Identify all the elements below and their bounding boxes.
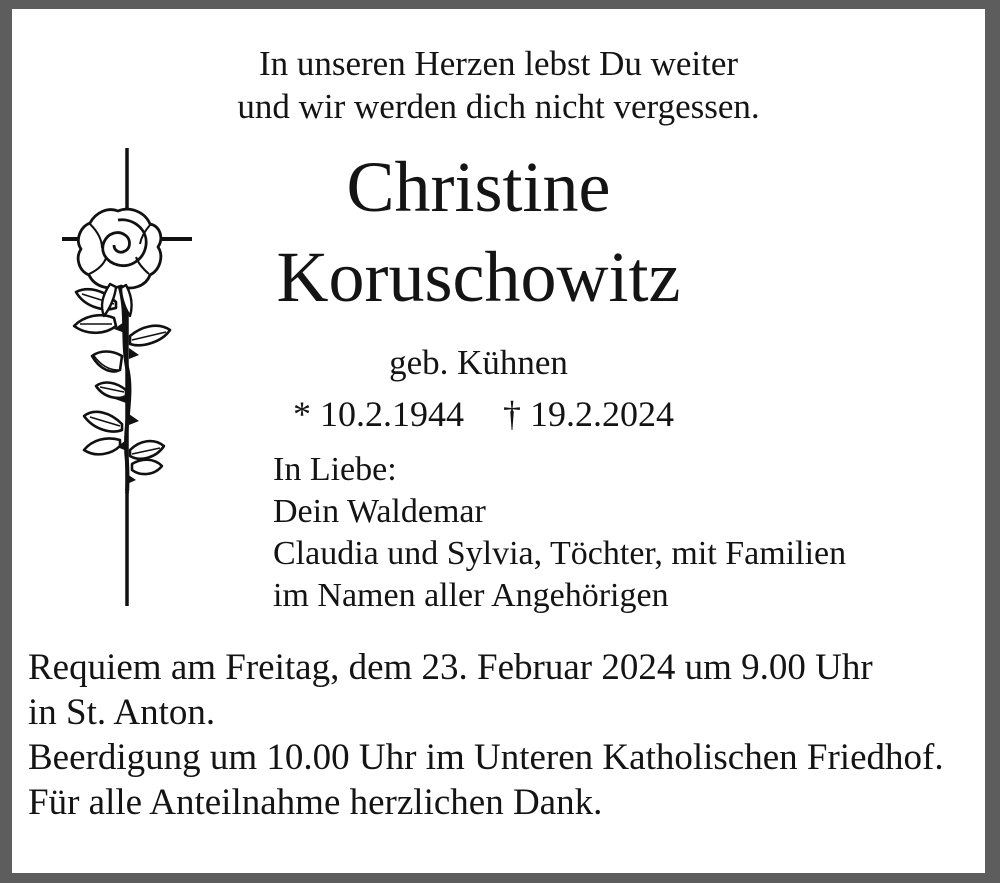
epitaph-line-1: In unseren Herzen lebst Du weiter — [258, 44, 739, 83]
funeral-line: Beerdigung um 10.00 Uhr im Unteren Katholischen Friedhof. — [28, 737, 944, 778]
mourners-line: im Namen aller Angehörigen — [273, 577, 669, 614]
funeral-line: in St. Anton. — [28, 692, 216, 733]
epitaph — [12, 42, 985, 128]
obituary-card — [12, 9, 985, 873]
funeral-line: Für alle Anteilnahme herzlichen Dank. — [28, 782, 603, 823]
mourners-block — [273, 449, 846, 617]
birth-date: * 10.2.1944 — [293, 394, 464, 434]
death-date: † 19.2.2024 — [503, 394, 674, 434]
deceased-last-name: Koruschowitz — [276, 237, 681, 317]
deceased-first-name: Christine — [346, 147, 611, 227]
deceased-name — [12, 142, 945, 322]
mourners-line: In Liebe: — [273, 451, 397, 488]
life-dates — [12, 396, 955, 432]
mourners-line: Dein Waldemar — [273, 493, 486, 530]
funeral-block — [28, 645, 944, 825]
maiden-name: geb. Kühnen — [389, 343, 568, 382]
epitaph-line-2: und wir werden dich nicht vergessen. — [237, 87, 760, 126]
mourners-line: Claudia und Sylvia, Töchter, mit Familien — [273, 535, 847, 572]
funeral-line: Requiem am Freitag, dem 23. Februar 2024 um 9.00 Uhr — [28, 647, 873, 688]
